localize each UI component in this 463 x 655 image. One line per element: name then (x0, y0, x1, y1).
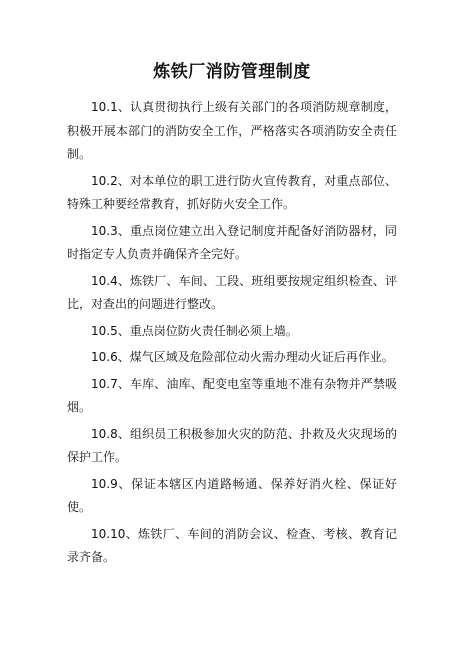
paragraph-number: 10.9 (91, 476, 118, 491)
paragraph-number: 10.8 (91, 426, 118, 441)
paragraph-text: 、重点岗位建立出入登记制度并配备好消防器材，同时指定专人负责并确保齐全完好。 (67, 223, 397, 261)
paragraph-10-2 (67, 170, 397, 217)
paragraph-10-1 (67, 96, 397, 167)
paragraph-10-3 (67, 220, 397, 267)
paragraph-text: 、组织员工积极参加火灾的防范、扑救及火灾现场的保护工作。 (67, 426, 397, 464)
paragraph-number: 10.3 (91, 223, 118, 238)
paragraph-text: 、炼铁厂、车间、工段、班组要按规定组织检查、评比，对查出的问题进行整改。 (67, 273, 397, 311)
paragraph-number: 10.10 (91, 526, 126, 541)
paragraph-10-9 (67, 473, 397, 520)
paragraph-10-10 (67, 523, 397, 570)
paragraph-text: 、炼铁厂、车间的消防会议、检查、考核、教育记录齐备。 (67, 526, 397, 564)
paragraph-10-7 (67, 373, 397, 420)
document-title: 炼铁厂消防管理制度 (153, 62, 311, 82)
paragraph-10-6 (67, 346, 397, 370)
paragraph-text: 、煤气区域及危险部位动火需办理动火证后再作业。 (117, 350, 394, 364)
paragraph-number: 10.1 (91, 100, 118, 114)
paragraph-text: 、车库、油库、配变电室等重地不准有杂物并严禁吸烟。 (67, 376, 397, 414)
paragraph-number: 10.2 (91, 173, 118, 188)
paragraph-10-5 (67, 320, 397, 344)
paragraph-text: 、重点岗位防火责任制必须上墙。 (117, 323, 298, 338)
paragraph-number: 10.4 (91, 273, 118, 288)
paragraph-text: 、认真贯彻执行上级有关部门的各项消防规章制度，积极开展本部门的消防安全工作，严格落实各项消防安全责任制。 (67, 100, 397, 161)
paragraph-text: 、对本单位的职工进行防火宣传教育，对重点部位、特殊工种要经常教育，抓好防火安全工作。 (67, 173, 397, 211)
paragraph-number: 10.6 (91, 350, 118, 364)
paragraph-10-8 (67, 423, 397, 470)
paragraph-number: 10.7 (91, 376, 118, 391)
paragraph-text: 、保证本辖区内道路畅通、保养好消火栓、保证好使。 (67, 476, 397, 514)
paragraph-number: 10.5 (91, 323, 118, 338)
paragraph-10-4 (67, 270, 397, 317)
